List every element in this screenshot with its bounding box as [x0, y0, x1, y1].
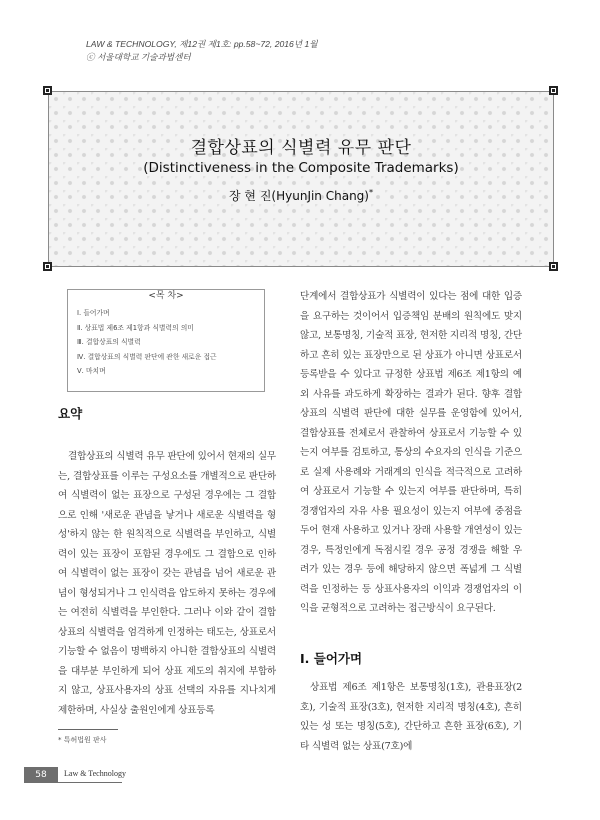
- summary-continued-paragraph: 단계에서 결합상표가 식별력이 있다는 점에 대한 입증을 요구하는 것이어서 입증책임 분배의 원칙에도 맞지 않고, 보통명칭, 기술적 표장, 현저한 지리적 명칭, 간단하고 흔히 있는 표장만으로 된 상표가 아니면 상표로서 등록받을 수 있다고 규정한 상표법 제6조 제1항의 예외 사유를 과도하게 확장하는 결과가 된다. 향후 결합상표의 식별력 판단에 대한 실무를 운영함에 있어서, 결합상표를 전체로서 관찰하여 상표로서 기능할 수 있는지 여부를 검토하고, 통상의 수요자의 인식을 기준으로 실제 사용례와 거래계의 인식을 적극적으로 고려하여 상표로서 기능할 수 있는지 여부를 판단하며, 특히 경쟁업자의 자유 사용 필요성이 있는지 여부에 중점을 두어 현재 사용하고 있거나 장래 사용할 개연성이 있는 경우, 특정인에게 독점시킬 경우 공정 경쟁을 해할 우려가 있는 경우 등에 해당하지 않으면 폭넓게 그 식별력을 인정하는 등 상표사용자의 이익과 경쟁업자의 이익을 균형적으로 고려하는 접근방식이 요구된다.: [300, 291, 522, 614]
- introduction-paragraph: 상표법 제6조 제1항은 보통명칭(1호), 관용표장(2호), 기술적 표장(3호), 현저한 지리적 명칭(4호), 흔히 있는 성 또는 명칭(5호), 간단하고 흔한 표장(6호), 기타 식별력 없는 상표(7호)에: [300, 682, 522, 752]
- toc-item: Ⅴ. 마치며: [77, 367, 106, 375]
- toc-item: Ⅱ. 상표법 제6조 제1항과 식별력의 의미: [77, 323, 194, 332]
- author-name: 장 현 진(HyunJin Chang): [229, 189, 369, 203]
- journal-copyright: ⓒ 서울대학교 기술과법센터: [86, 52, 191, 62]
- title-box: [48, 91, 554, 267]
- toc-item: Ⅲ. 결합상표의 식별력: [77, 338, 141, 346]
- footer-journal-name: Law & Technology: [64, 769, 126, 778]
- toc-item: Ⅰ. 들어가며: [77, 309, 110, 317]
- author-footnote-mark: *: [368, 188, 373, 197]
- corner-ornament-icon: [43, 86, 52, 95]
- author-line: [48, 187, 554, 204]
- summary-heading: 요약: [58, 406, 83, 421]
- footer-divider: [58, 782, 122, 783]
- corner-ornament-icon: [549, 262, 558, 271]
- journal-citation: LAW & TECHNOLOGY, 제12권 제1호: pp.58~72, 2016년 1월: [86, 39, 318, 49]
- corner-ornament-icon: [43, 262, 52, 271]
- summary-paragraph: 결합상표의 식별력 유무 판단에 있어서 현재의 실무는, 결합상표를 이루는 구성요소를 개별적으로 판단하여 식별력이 없는 표장으로 구성된 경우에는 그 결합으로 인해 '새로운 관념을 낳거나 새로운 식별력을 형성'하지 않는 한 원칙적으로 식별력을 부인하고, 식별력이 있는 표장이 포함된 경우에도 그 결합으로 인하여 식별력이 없는 표장이 갖는 관념을 넘어 새로운 관념이 형성되거나 그 인식력을 압도하지 못하는 경우에는 여전히 식별력을 부인한다. 그러나 이와 같이 결합상표의 식별력을 엄격하게 인정하는 태도는, 상표로서 기능할 수 없음이 명백하지 아니한 결합상표의 식별력을 대부분 부인하게 되어 상표 제도의 취지에 부합하지 않고, 상표사용자의 상표 선택의 자유를 지나치게 제한하며, 사실상 출원인에게 상표등록: [58, 451, 276, 716]
- paper-title-english: (Distinctiveness in the Composite Trademarks): [143, 160, 459, 176]
- section-heading-introduction: Ⅰ. 들어가며: [300, 651, 363, 666]
- footnote-divider: [58, 729, 118, 730]
- toc-list: [77, 306, 217, 379]
- toc-title: <목 차>: [142, 291, 189, 301]
- paper-title-korean: 결합상표의 식별력 유무 판단: [190, 138, 412, 158]
- corner-ornament-icon: [549, 86, 558, 95]
- footnote: * 특허법원 판사: [58, 736, 107, 744]
- toc-item: Ⅳ. 결합상표의 식별력 판단에 관한 새로운 접근: [77, 352, 217, 361]
- table-of-contents: [67, 289, 265, 392]
- page-number: 58: [24, 767, 58, 783]
- journal-info: [86, 38, 318, 64]
